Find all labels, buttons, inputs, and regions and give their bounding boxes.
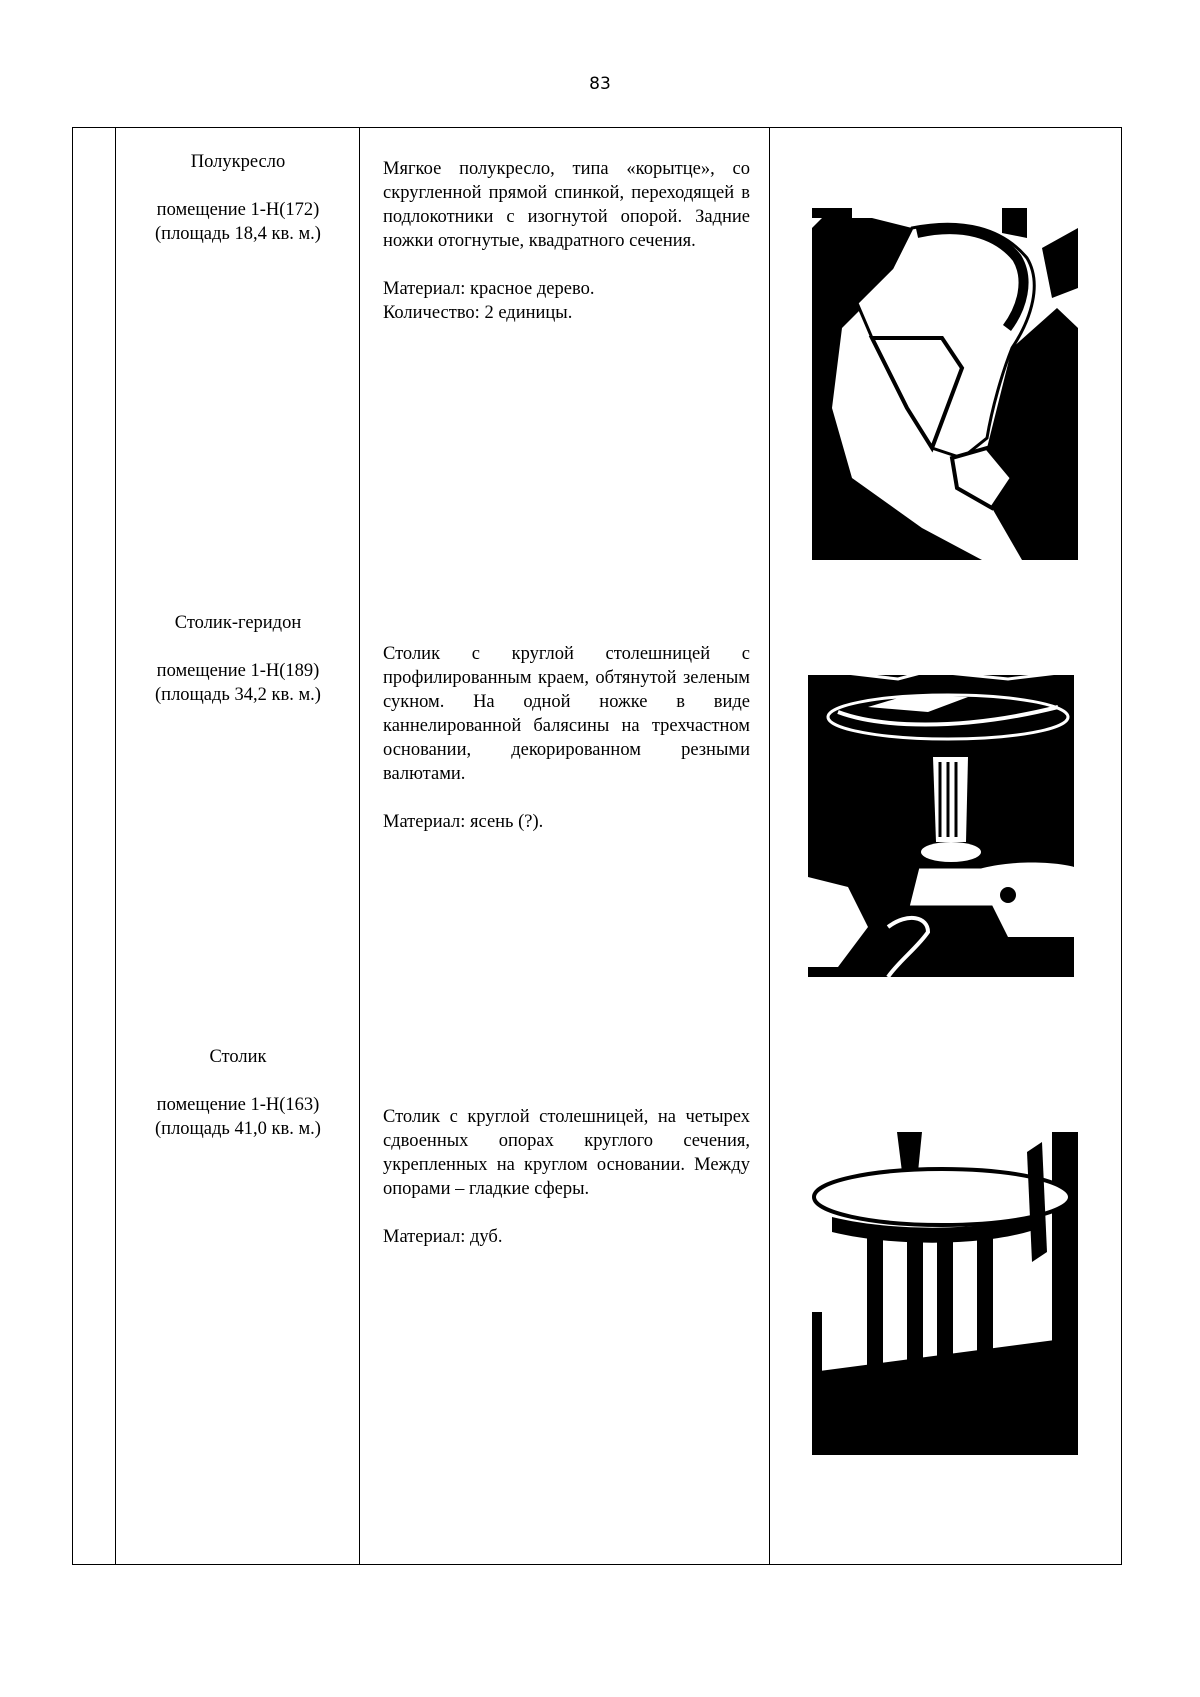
item-room: помещение 1-Н(189) xyxy=(156,661,320,681)
item-material: Материал: дуб. xyxy=(383,1227,503,1247)
item-area: (площадь 41,0 кв. м.) xyxy=(155,1119,321,1139)
item-title: Столик-геридон xyxy=(174,613,302,633)
item-material: Материал: ясень (?). xyxy=(383,812,544,832)
item-quantity: Количество: 2 единицы. xyxy=(383,303,573,323)
armchair-photo xyxy=(812,208,1078,560)
item-room: помещение 1-Н(163) xyxy=(156,1095,320,1115)
item-area: (площадь 34,2 кв. м.) xyxy=(155,685,321,705)
gueridon-table-photo xyxy=(808,667,1074,995)
item-description: Мягкое полукресло, типа «корытце», со скругленной прямой спинкой, переходящей в подлокотники с изогнутой опорой. Задние ножки отогнутые, квадратного сечения. xyxy=(383,159,750,251)
item-material: Материал: красное дерево. xyxy=(383,279,595,299)
item-room: помещение 1-Н(172) xyxy=(156,200,320,220)
item-description-cell xyxy=(383,1105,750,1249)
column-divider xyxy=(359,127,360,1565)
item-name-cell xyxy=(117,150,359,246)
item-description-cell xyxy=(383,642,750,834)
item-description: Столик с круглой столешницей с профилированным краем, обтянутой зеленым сукном. На одной ножке в виде каннелированной балясины на трехчастном основании, декорированном резными валютами. xyxy=(383,644,750,784)
item-name-cell xyxy=(117,1045,359,1141)
item-description: Столик с круглой столешницей, на четырех сдвоенных опорах круглого сечения, укрепленных на круглом основании. Между опорами – гладкие сферы. xyxy=(383,1107,750,1199)
item-name-cell xyxy=(117,611,359,707)
item-area: (площадь 18,4 кв. м.) xyxy=(155,224,321,244)
page-number: 83 xyxy=(589,74,611,94)
item-description-cell xyxy=(383,157,750,325)
item-title: Полукресло xyxy=(190,152,286,172)
column-divider xyxy=(769,127,770,1565)
round-table-photo xyxy=(812,1132,1078,1455)
column-divider xyxy=(115,127,116,1565)
item-title: Столик xyxy=(209,1047,267,1067)
